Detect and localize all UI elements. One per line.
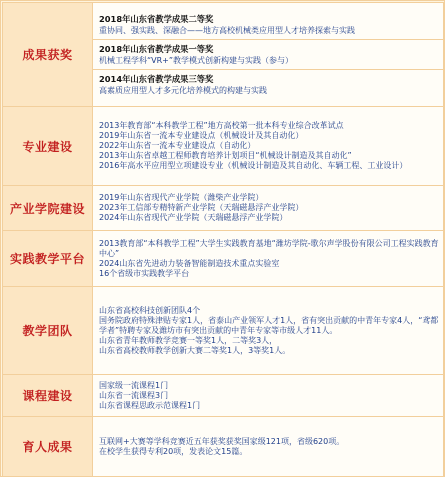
category-awards: 成果获奖	[3, 3, 93, 107]
category-industry-college: 产业学院建设	[3, 186, 93, 231]
content-line: 2013年教育部“本科教学工程”地方高校第一批本科专业综合改革试点	[99, 121, 344, 130]
content-line: 2022年山东省一流本专业建设点（自动化）	[99, 141, 256, 150]
industry-college-content	[93, 186, 444, 231]
content-line: 2024山东省先进动力装备智能制造技术重点实验室	[99, 258, 280, 268]
award-item	[99, 14, 439, 36]
award-desc: 重协同、强实践、深融合——地方高校机械类应用型人才培养探索与实践	[99, 25, 355, 35]
category-education-results: 育人成果	[3, 417, 93, 477]
table-row-awards	[3, 3, 444, 107]
content-line: 在校学生获得专利20项，发表论文15篇。	[99, 446, 248, 456]
major-construction-content	[93, 107, 444, 186]
award-title: 2018年山东省教学成果一等奖	[99, 43, 214, 54]
content-line: 山东省高校教师教学创新大赛二等奖1人，3等奖1人。	[99, 345, 291, 355]
category-practice-platform: 实践教学平台	[3, 231, 93, 287]
education-results-content	[93, 417, 444, 477]
table-row-major-construction	[3, 107, 444, 186]
content-line: 2023年工信部专精特新产业学院（天瑞磁悬浮产业学院）	[99, 203, 304, 212]
table-row-industry-college	[3, 186, 444, 231]
course-construction-content	[93, 375, 444, 417]
table-row-teaching-team	[3, 287, 444, 375]
content-line: 山东省课程思政示范课程1门	[99, 400, 201, 410]
content-line: 山东省青年教师教学竞赛一等奖1人，二等奖3人，	[99, 335, 278, 345]
content-line: 2013教育部“本科教学工程”大学生实践教育基地“潍坊学院-歌尔声学股份有限公司工程实践教育中心”	[99, 238, 439, 258]
content-line: 2016年高水平应用型立项建设专业（机械设计制造及其自动化、车辆工程、工业设计）	[99, 161, 408, 170]
award-item	[93, 39, 443, 66]
content-line: 16个省级市实践教学平台	[99, 268, 190, 278]
awards-content	[93, 3, 444, 107]
content-line: 2013年山东省卓越工程师教育培养计划项目“机械设计制造及其自动化”	[99, 151, 352, 160]
practice-platform-content	[93, 231, 444, 287]
table-row-education-results	[3, 417, 444, 477]
category-teaching-team: 教学团队	[3, 287, 93, 375]
content-line: 2019年山东省一流本专业建设点（机械设计及其自动化）	[99, 131, 304, 140]
content-line: 2024年山东省现代产业学院（天瑞磁悬浮产业学院）	[99, 213, 288, 222]
content-line: 国务院政府特殊津贴专家1人，省泰山产业领军人才1人，省有突出贡献的中青年专家4人，“鸢都学者”特聘专家及潍坊市有突出贡献的中青年专家等市级人才11人。	[99, 315, 439, 335]
content-line: 山东省一流课程3门	[99, 390, 169, 400]
award-title: 2018年山东省教学成果二等奖	[99, 13, 214, 24]
table-row-practice-platform	[3, 231, 444, 287]
table-row-course-construction	[3, 375, 444, 417]
award-desc: 高素质应用型人才多元化培养模式的构建与实践	[99, 85, 267, 95]
award-title: 2014年山东省教学成果三等奖	[99, 73, 214, 84]
category-major-construction: 专业建设	[3, 107, 93, 186]
achievements-table	[2, 2, 444, 477]
award-item	[93, 69, 443, 96]
teaching-team-content	[93, 287, 444, 375]
content-line: 2019年山东省现代产业学院（潍柴产业学院）	[99, 193, 264, 202]
content-line: 山东省高校科技创新团队4个	[99, 305, 201, 315]
award-desc: 机械工程学科“VR+”教学模式创新构建与实践（参与）	[99, 55, 294, 65]
content-line: 国家级一流课程1门	[99, 380, 169, 390]
category-course-construction: 课程建设	[3, 375, 93, 417]
content-line: 互联网+大赛等学科竞赛近五年获奖获奖国家级121项，省级620项。	[99, 436, 345, 446]
